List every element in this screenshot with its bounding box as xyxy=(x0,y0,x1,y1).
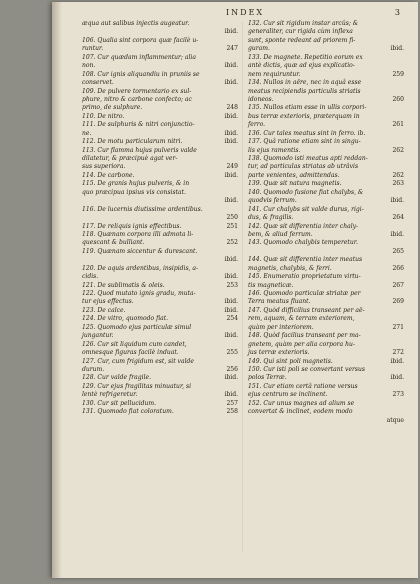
index-entry-line xyxy=(248,71,404,79)
index-entry-line xyxy=(248,180,404,188)
entry-text: bus terræ exterioris, præterquam in xyxy=(248,112,360,120)
index-entry-line xyxy=(248,206,404,214)
page-reference: 264 xyxy=(392,214,404,222)
page-reference: 269 xyxy=(392,298,404,306)
index-entry-line xyxy=(82,358,238,366)
page-reference: 258 xyxy=(226,408,238,416)
index-entry-line xyxy=(82,290,238,298)
index-entry-line xyxy=(248,121,404,129)
index-entry-line xyxy=(248,400,404,408)
entry-text: 124. De vitro, quomodo fiat. xyxy=(82,315,169,323)
page-reference: 251 xyxy=(226,222,238,230)
entry-text: tis magneticæ. xyxy=(248,281,294,289)
entry-text: rem, aquam, & terram exteriorem, xyxy=(248,315,355,323)
entry-text: 106. Qualia sint corpora quæ facilè u- xyxy=(82,36,199,44)
index-entry-line xyxy=(82,180,238,188)
page-reference: ibid. xyxy=(390,374,404,382)
entry-text: 129. Cur ejus fragilitas minuatur, si xyxy=(82,382,192,390)
entry-text: 108. Cur ignis aliquandiu in pruniis se xyxy=(82,70,200,78)
entry-text: polos Terræ. xyxy=(248,374,287,382)
entry-text: 149. Qui sint poli magnetis. xyxy=(248,357,333,365)
entry-text: 139. Quæ sit natura magnetis. xyxy=(248,180,342,188)
entry-text: phure, nitro & carbone confecto; ac xyxy=(82,95,192,103)
page-reference: ibid. xyxy=(224,273,238,281)
entry-text: 109. De pulvere tormentario ex sul- xyxy=(82,87,192,95)
entry-text: 145. Enumeratio proprietatum virtu- xyxy=(248,273,361,281)
index-entry-line xyxy=(248,104,404,112)
index-entry-line xyxy=(248,197,404,205)
page-reference: ibid. xyxy=(224,129,238,137)
index-entry-line xyxy=(82,282,238,290)
index-entry-line xyxy=(82,273,238,281)
entry-text: 131. Quomodo fiat coloratum. xyxy=(82,408,174,416)
index-entry-line xyxy=(82,214,238,222)
index-entry-line xyxy=(248,298,404,306)
entry-text: non. xyxy=(82,62,96,70)
index-entry-line xyxy=(82,189,238,197)
index-entry-line xyxy=(82,54,238,62)
index-entry-line xyxy=(248,28,404,36)
page-reference: 266 xyxy=(392,264,404,272)
entry-text: 122. Quod mutato ignis gradu, muta- xyxy=(82,290,196,297)
entry-text: 120. De aquis ardentibus, insipidis, a- xyxy=(82,264,199,272)
entry-text: quàm per interiorem. xyxy=(248,323,314,331)
index-entry-line xyxy=(82,37,238,45)
index-entry-line xyxy=(82,239,238,247)
index-entry-line xyxy=(82,223,238,231)
index-entry-line xyxy=(82,130,238,138)
index-entry-line xyxy=(248,307,404,315)
page-reference: ibid. xyxy=(224,391,238,399)
index-entry-line xyxy=(82,163,238,171)
entry-text: meatus recipiendis particulis striatis xyxy=(248,87,361,95)
entry-text: 150. Cur isti poli se convertant versus xyxy=(248,365,366,373)
index-entry-line xyxy=(82,113,238,121)
entry-text: 136. Cur tales meatus sint in ferro. ib. xyxy=(248,129,366,137)
entry-text: ne. xyxy=(82,129,92,137)
index-entry-line xyxy=(248,290,404,298)
page-reference: ibid. xyxy=(224,112,238,120)
entry-text: 133. De magnete. Repetitio eorum ex xyxy=(248,53,363,61)
index-entry-line xyxy=(82,96,238,104)
index-entry-line xyxy=(248,155,404,163)
page-reference: ibid. xyxy=(390,197,404,205)
index-entry-line xyxy=(248,366,404,374)
page-reference: ibid. xyxy=(224,62,238,70)
index-entry-line xyxy=(82,104,238,112)
page-reference: 267 xyxy=(392,281,404,289)
entry-text: 125. Quomodo ejus particulæ simul xyxy=(82,323,192,331)
index-column-left xyxy=(82,20,238,417)
page-reference: 254 xyxy=(226,315,238,323)
page-reference: 255 xyxy=(226,349,238,357)
entry-text: conservet. xyxy=(82,79,114,87)
entry-text: 126. Cur sit liquidum cum candet, xyxy=(82,340,187,348)
index-entry-line xyxy=(248,341,404,349)
index-entry-line xyxy=(82,71,238,79)
page-reference: 260 xyxy=(392,95,404,103)
gutter-shadow xyxy=(52,2,62,578)
index-entry-line xyxy=(82,332,238,340)
column-divider xyxy=(242,22,243,552)
index-entry-line xyxy=(248,113,404,121)
index-entry-line xyxy=(82,391,238,399)
entry-text: jungantur. xyxy=(82,332,114,340)
index-entry-line xyxy=(82,298,238,306)
index-entry-line xyxy=(248,231,404,239)
index-entry-line xyxy=(248,248,404,256)
page-header xyxy=(52,8,418,18)
page-reference: ibid. xyxy=(390,357,404,365)
index-entry-line xyxy=(248,223,404,231)
page-reference: ibid. xyxy=(390,45,404,53)
entry-text: 147. Quòd difficilius transeant per aë- xyxy=(248,306,365,314)
index-entry-line xyxy=(248,54,404,62)
index-entry-line xyxy=(82,172,238,180)
index-entry-line xyxy=(82,307,238,315)
entry-text: sus superiora. xyxy=(82,163,126,171)
entry-text: ejus centrum se inclinent. xyxy=(248,391,328,399)
entry-text: generaliter, cur rigida cùm inflexa xyxy=(248,28,353,36)
entry-text: guram. xyxy=(248,45,270,53)
index-entry-line xyxy=(248,37,404,45)
entry-text: lentè refrigeretur. xyxy=(82,391,138,399)
entry-text: 112. De motu particularum nitri. xyxy=(82,138,183,146)
index-entry-line xyxy=(82,265,238,273)
page-reference: ibid. xyxy=(224,197,238,205)
index-entry-line xyxy=(248,417,404,425)
entry-text: 117. De reliquis ignis effectibus. xyxy=(82,222,182,230)
index-entry-line xyxy=(82,248,238,256)
index-entry-line xyxy=(248,324,404,332)
entry-text: omnesque figuras facilè induat. xyxy=(82,349,179,357)
entry-text: nem requiruntur. xyxy=(248,70,301,78)
entry-text: gnetem, quàm per alia corpora hu- xyxy=(248,340,355,348)
index-entry-line xyxy=(82,324,238,332)
page-reference: ibid. xyxy=(224,28,238,36)
index-entry-line xyxy=(82,315,238,323)
entry-text: dilatetur, & præcipuè agat ver- xyxy=(82,155,178,162)
index-entry-line xyxy=(82,79,238,87)
entry-text: 107. Cur quædam inflammentur; alia xyxy=(82,53,196,61)
page-reference: 261 xyxy=(392,121,404,129)
entry-text: jus terræ exterioris. xyxy=(248,349,310,357)
header-mark: 3 xyxy=(394,8,400,17)
page-reference: 252 xyxy=(226,239,238,247)
index-entry-line xyxy=(248,349,404,357)
page-reference: 262 xyxy=(392,146,404,154)
entry-text: runtur. xyxy=(82,45,104,53)
entry-text: 110. De nitro. xyxy=(82,112,125,120)
entry-text: 141. Cur chalybs sit valde durus, rigi- xyxy=(248,205,364,213)
index-entry-line xyxy=(248,130,404,138)
entry-text: 132. Cur sit rigidum instar arcûs; & xyxy=(248,20,359,27)
entry-text: parte venientes, admittendas. xyxy=(248,171,340,179)
index-column-right xyxy=(248,20,404,425)
entry-text: 123. De calce. xyxy=(82,306,126,314)
index-entry-line xyxy=(82,197,238,205)
entry-text: 121. De sublimatis & oleis. xyxy=(82,281,165,289)
index-entry-line xyxy=(248,20,404,28)
index-entry-line xyxy=(248,147,404,155)
entry-text: 118. Quænam corpora illi admota li- xyxy=(82,230,194,238)
entry-text: quo præcipua ipsius vis consistat. xyxy=(82,188,186,196)
entry-text: 143. Quomodo chalybis temperetur. xyxy=(248,239,358,247)
entry-text: antè dictis, quæ ad ejus explicatio- xyxy=(248,62,355,70)
page-reference: 247 xyxy=(226,45,238,53)
entry-text: 146. Quomodo particulæ striatæ per xyxy=(248,290,361,297)
page-reference: 257 xyxy=(226,399,238,407)
page-reference: 249 xyxy=(226,163,238,171)
page-reference: ibid. xyxy=(224,171,238,179)
entry-text: Terra meatus fluant. xyxy=(248,298,311,306)
page-reference: ibid. xyxy=(390,230,404,238)
index-entry-line xyxy=(82,147,238,155)
page-reference: ibid. xyxy=(224,374,238,382)
page-reference: 259 xyxy=(392,70,404,78)
index-entry-line xyxy=(82,206,238,214)
index-entry-line xyxy=(248,358,404,366)
index-entry-line xyxy=(248,282,404,290)
entry-text: 152. Cur unus magnes ad alium se xyxy=(248,399,355,407)
entry-text: tur, ad particulas striatas ab utrâvis xyxy=(248,163,359,171)
entry-text: 142. Quæ sit differentia inter chaly- xyxy=(248,222,359,230)
entry-text: durum. xyxy=(82,365,105,373)
index-title: INDEX xyxy=(226,8,265,17)
entry-text: bem, & aliud ferrum. xyxy=(248,230,313,238)
page-reference: 273 xyxy=(392,391,404,399)
index-entry-line xyxy=(248,163,404,171)
index-entry-line xyxy=(82,62,238,70)
entry-text: 127. Cur, cum frigidum est, sit valde xyxy=(82,357,194,365)
index-entry-line xyxy=(82,28,238,36)
index-entry-line xyxy=(82,20,238,28)
entry-text: 151. Cur etiam certâ ratione versus xyxy=(248,382,358,390)
page-reference: 272 xyxy=(392,349,404,357)
entry-text: lis ejus ramentis. xyxy=(248,146,301,154)
index-entry-line xyxy=(248,256,404,264)
index-entry-line xyxy=(248,172,404,180)
entry-text: quodvis ferrum. xyxy=(248,197,297,205)
index-entry-line xyxy=(248,273,404,281)
entry-text: 119. Quænam siccentur & durescant. xyxy=(82,247,198,255)
index-entry-line xyxy=(248,239,404,247)
entry-text: ferro. xyxy=(248,121,266,129)
index-entry-line xyxy=(82,256,238,264)
entry-text: 115. De granis hujus pulveris, & in xyxy=(82,180,190,188)
index-entry-line xyxy=(82,138,238,146)
entry-text: tur ejus effectus. xyxy=(82,298,134,306)
entry-text: 148. Quòd facilius transeant per ma- xyxy=(248,332,361,340)
page-reference: ibid. xyxy=(224,306,238,314)
index-entry-line xyxy=(82,349,238,357)
entry-text: 144. Quæ sit differentia inter meatus xyxy=(248,256,363,264)
index-entry-line xyxy=(248,332,404,340)
entry-text: æqua aut salibus injectis augeatur. xyxy=(82,20,190,27)
entry-text: sunt, sponte redeant ad priorem fi- xyxy=(248,36,356,44)
page-reference: 271 xyxy=(392,323,404,331)
book-page xyxy=(52,2,418,578)
entry-text: magnetis, chalybis, & ferri. xyxy=(248,264,332,272)
entry-text: 111. De sulphuris & nitri conjunctio- xyxy=(82,121,195,129)
page-reference: 263 xyxy=(392,180,404,188)
page-reference: 265 xyxy=(392,247,404,255)
index-entry-line xyxy=(248,88,404,96)
index-entry-line xyxy=(82,400,238,408)
entry-text: convertat & inclinet, eodem modo xyxy=(248,408,353,416)
entry-text: 128. Cur valde fragile. xyxy=(82,374,152,382)
entry-text: 113. Cur flamma hujus pulveris valde xyxy=(82,146,197,154)
index-entry-line xyxy=(82,383,238,391)
index-entry-line xyxy=(248,391,404,399)
index-entry-line xyxy=(248,138,404,146)
entry-text: 140. Quomodo fusione fiat chalybs, & xyxy=(248,188,364,196)
entry-text: idoneos. xyxy=(248,95,274,103)
index-entry-line xyxy=(248,62,404,70)
entry-text: dus, & fragilis. xyxy=(248,214,294,222)
entry-text: primo, de sulphure. xyxy=(82,104,143,112)
index-entry-line xyxy=(82,45,238,53)
entry-text: 116. De lucernis diutissime ardentibus. xyxy=(82,205,203,213)
entry-text: 134. Nullos in aëre, nec in aquâ esse xyxy=(248,79,362,87)
entry-text: 137. Quâ ratione etiam sint in singu- xyxy=(248,138,361,146)
page-reference: ibid. xyxy=(224,298,238,306)
page-reference: 256 xyxy=(226,365,238,373)
page-reference: 250 xyxy=(226,214,238,222)
page-reference: 253 xyxy=(226,281,238,289)
page-reference: ibid. xyxy=(224,79,238,87)
index-entry-line xyxy=(248,265,404,273)
index-entry-line xyxy=(82,88,238,96)
index-entry-line xyxy=(82,374,238,382)
entry-text: 138. Quomodo isti meatus apti reddan- xyxy=(248,155,368,162)
index-entry-line xyxy=(248,214,404,222)
index-entry-line xyxy=(82,341,238,349)
page-reference: atque xyxy=(386,416,404,424)
index-entry-line xyxy=(82,155,238,163)
index-entry-line xyxy=(248,315,404,323)
index-entry-line xyxy=(248,96,404,104)
page-reference: 262 xyxy=(392,171,404,179)
page-reference: ibid. xyxy=(224,138,238,146)
page-reference: ibid. xyxy=(224,256,238,264)
index-entry-line xyxy=(248,45,404,53)
index-entry-line xyxy=(82,121,238,129)
entry-text: 135. Nullos etiam esse in ullis corpori- xyxy=(248,104,367,112)
index-entry-line xyxy=(248,383,404,391)
index-entry-line xyxy=(82,408,238,416)
index-entry-line xyxy=(248,374,404,382)
index-entry-line xyxy=(82,366,238,374)
entry-text: 130. Cur sit pellucidum. xyxy=(82,399,157,407)
index-entry-line xyxy=(248,189,404,197)
entry-text: cidis. xyxy=(82,273,99,281)
entry-text: quescant & bulliant. xyxy=(82,239,145,247)
page-reference: 248 xyxy=(226,104,238,112)
page-reference: ibid. xyxy=(224,332,238,340)
entry-text: 114. De carbone. xyxy=(82,171,135,179)
index-entry-line xyxy=(82,231,238,239)
index-entry-line xyxy=(248,79,404,87)
index-entry-line xyxy=(248,408,404,416)
